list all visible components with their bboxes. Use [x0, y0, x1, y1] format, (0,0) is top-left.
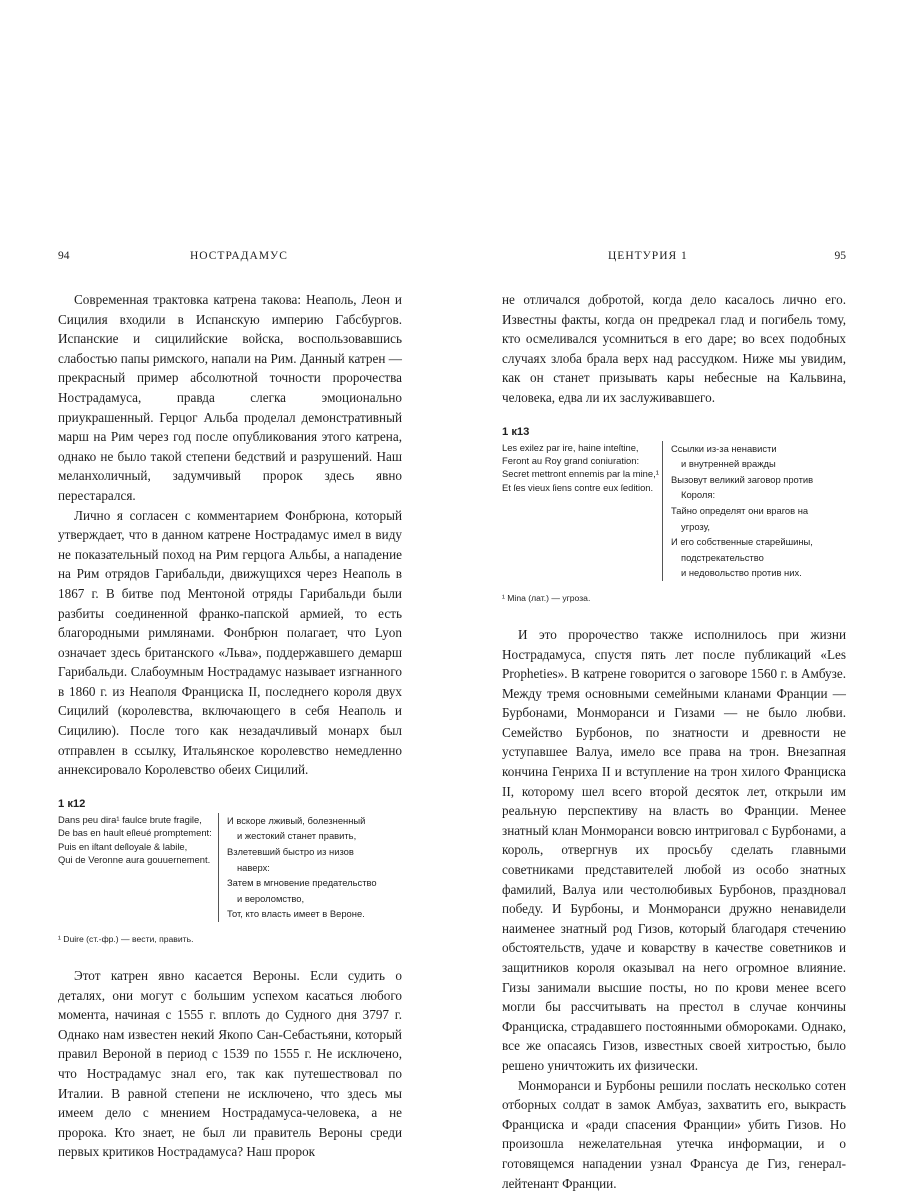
footnote: ¹ Duire (ст.-фр.) — вести, править.	[58, 934, 194, 944]
paragraph: Лично я согласен с комментарием Фонбрюна, который утверждает, что в данном катрене Нострадамус имел в виду не показательный поход на Рим герцога Альбы, а нападение на Рим отрядов Гарибальди, движущихся через Неаполь в 1867 г. В битве под Ментоной отряды Гарибальди были разбиты соединенной франко-папской армией, то есть благородными римлянами. Фонбрюн полагает, что Lyon означает здесь британского «Льва», поддержавшего демарш Гарибальди. Слабоумным Нострадамус называет изгнанного в 1860 г. из Неаполя Франциска II, последнего короля двух Сицилий (королевства, включающего в себя Неаполь и Сицилию). После того как незадачливый монарх был отправлен в ссылку, Итальянское королевство немедленно аннексировало Королевство обеих Сицилий.	[58, 507, 402, 778]
translation-line: Взлетевший быстро из низов	[227, 846, 354, 858]
quatrain-block	[502, 426, 846, 603]
translation-line: Вызовут великий заговор против	[671, 473, 814, 485]
paragraph: Монморанси и Бурбоны решили послать несколько сотен отборных солдат в замок Амбуаз, захватить его, выкрасть Франциска и «ради спасения Франции» убить Гизов. Но произошла нежелательная утечка информации, и о готовящемся нападении узнал Франсуа де Гиз, генерал-лейтенант Франции.	[502, 1077, 846, 1191]
translation-line: Тайно определят они врагов на	[671, 504, 809, 516]
left-intro-text	[58, 290, 402, 780]
translation-line: И вскоре лживый, болезненный	[227, 814, 366, 826]
quatrain-line: Qui de Veronne aura gouuernement.	[58, 854, 211, 866]
translation-line: подстрекательство	[681, 551, 764, 563]
translation-line: наверх:	[237, 861, 270, 873]
paragraph: Этот катрен явно касается Вероны. Если судить о деталях, они могут с большим успехом касаться любого момента, начиная с 1555 г. вплоть до Судного дня 3797 г. Однако нам известен некий Якопо Сан-Себастьяни, который правил Вероной в период с 1539 по 1555 г. Не исключено, что Нострадамус знал его, так как путешествовал по Италии. В равной степени не исключено, что здесь мы имеем дело с мнением Нострадамуса-человека, а не пророка. Кто знает, не был ли правитель Вероны среди первых критиков Нострадамуса? Наш пророк	[58, 968, 402, 1160]
quatrain-translation	[662, 441, 846, 581]
quatrain-line: Les exilez par ire, haine inteſtine,	[502, 441, 639, 453]
translation-line: Тот, кто власть имеет в Вероне.	[227, 908, 365, 920]
footnote: ¹ Mina (лат.) — угроза.	[502, 592, 591, 603]
right-page-header	[502, 250, 846, 270]
translation-line: и недовольство против них.	[681, 567, 802, 579]
quatrain-title: 1 к12	[58, 797, 86, 810]
quatrain-translation	[218, 813, 402, 922]
page-number: 94	[58, 250, 70, 262]
translation-line: Ссылки из-за ненависти	[671, 442, 777, 454]
running-head: НОСТРАДАМУС	[190, 250, 288, 262]
running-head: ЦЕНТУРИЯ 1	[608, 250, 688, 262]
right-commentary	[502, 625, 846, 1193]
quatrain-block	[58, 798, 402, 944]
right-intro-text	[502, 290, 846, 408]
page-number: 95	[834, 250, 846, 262]
paragraph: Современная трактовка катрена такова: Неаполь, Леон и Сицилия входили в Испанскую империю Габсбургов. Испанские и сицилийские войска, воспользовавшись слабостью папы римского, напали на Рим. Данный катрен — прекрасный пример абсолютной точности пророчества Нострадамуса, правда слегка эмоционально приукрашенный. Герцог Альба проделал демонстративный марш на Рим через год после опубликования этого катрена, однако не было такой степени бедствий и разрушений. Наш меланхоличный, задумчивый пророк здесь явно перестарался.	[58, 292, 402, 503]
left-commentary	[58, 966, 402, 1162]
left-page	[58, 250, 402, 1160]
quatrain-title: 1 к13	[502, 425, 530, 438]
quatrain-line: Secret mettront ennemis par la mine,¹	[502, 468, 659, 480]
quatrain-original	[58, 813, 218, 922]
quatrain-line: De bas en hault eſleué promptement:	[58, 827, 212, 839]
translation-line: угрозу,	[681, 520, 710, 532]
right-page	[502, 250, 846, 1191]
paragraph: И это пророчество также исполнилось при жизни Нострадамуса, спустя пять лет после публикаций «Les Propheties». В катрене говорится о заговоре 1560 г. в Амбузе. Между тремя основными семейными кланами Франции — Бурбонами, Монморанси и Гизами — не было любви. Семейство Бурбонов, по знатности и древности не уступавшее Валуа, имело все права на трон. Внезапная кончина Генриха II и вступление на трон хилого Франциска II, которому шел всего второй десяток лет, открыли им реальную перспективу на власть во Франции. Менее знатный клан Монморанси вовсю интриговал с Бурбонами, а король, отвергнув их просьбу сделать главными советниками представителей любой из особо знатных фамилий, Валуа или честолюбивых Бурбонов, праздновал победу. И Бурбоны, и Монморанси дружно ненавидели наименее знатный род Гизов, который благодаря стечению обстоятельств, удаче и коварству в качестве советников и защитников короля оказывал на него огромное влияние. Гизы занимали высшие посты, но по крови менее всего могли бы рассчитывать на престол в случае кончины Франциска, страдавшего постоянными обмороками. Однако, все же опасаясь Гизов, известных своей хитростью, было решено уничтожить их физически.	[502, 626, 846, 1073]
left-page-header	[58, 250, 402, 270]
quatrain-line: Puis en iſtant deſloyale & labile,	[58, 840, 188, 852]
translation-line: И его собственные старейшины,	[671, 536, 813, 548]
paragraph: не отличался добротой, когда дело касалось лично его. Известны факты, когда он предрекал глад и погибель тому, кто осмеливался усомниться в его даре; во всех подобных случаях злоба брала верх над рассудком. Ниже мы увидим, как он станет призывать кары небесные на Кальвина, человека, едва ли их заслуживавшего.	[502, 292, 846, 405]
translation-line: и жестокий станет править,	[237, 830, 357, 842]
quatrain-original	[502, 441, 662, 581]
quatrain-line: Et ſes vieux ſiens contre eux ſedition.	[502, 481, 654, 493]
quatrain-line: Feront au Roy grand coniuration:	[502, 454, 640, 466]
translation-line: и вероломство,	[237, 892, 305, 904]
translation-line: Короля:	[681, 489, 716, 501]
translation-line: и внутренней вражды	[681, 458, 776, 470]
quatrain-line: Dans peu dira¹ faulce brute fragile,	[58, 813, 202, 825]
translation-line: Затем в мгновение предательство	[227, 877, 377, 889]
